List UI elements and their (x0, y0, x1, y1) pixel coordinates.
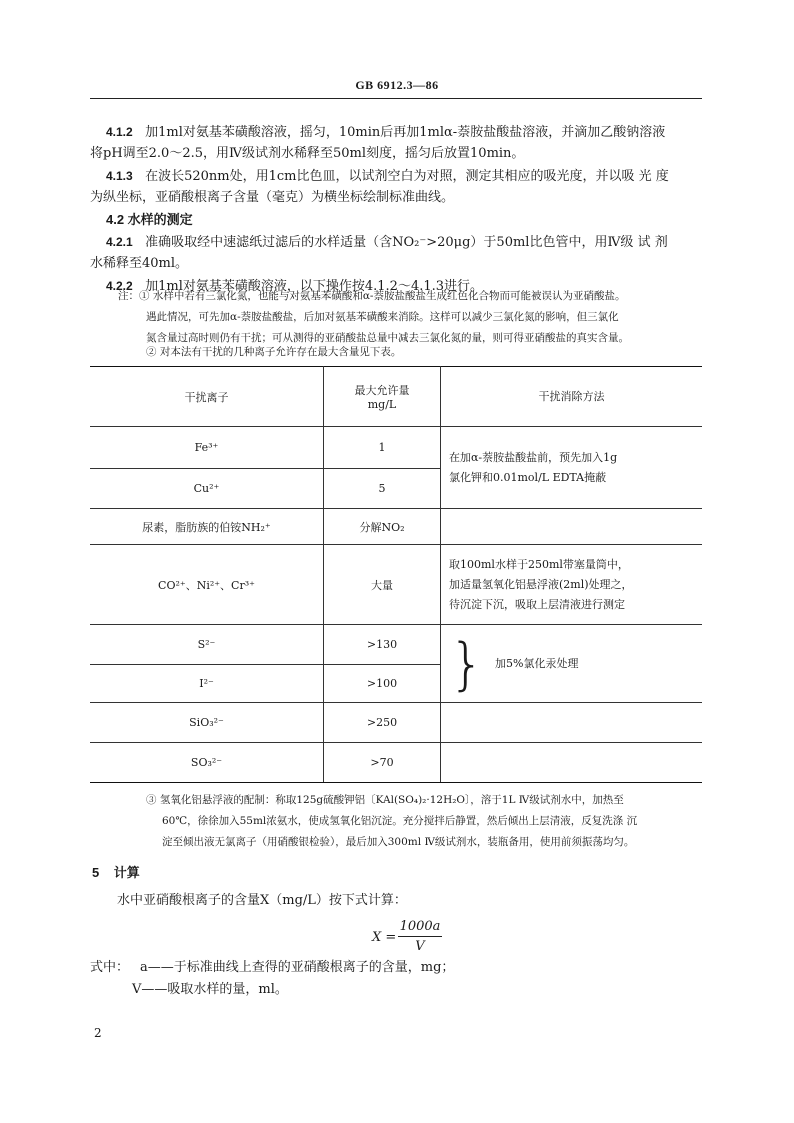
max-cell: >250 (324, 703, 441, 743)
definition-v: V——吸取水样的量，ml。 (132, 982, 288, 997)
note-1-line: 遇此情况，可先加α-萘胺盐酸盐，后加对氨基苯磺酸来消除。这样可以减少三氯化氮的影响，但三氯化 (146, 311, 619, 323)
method-line: 待沉淀下沉，吸取上层清液进行测定 (449, 597, 625, 611)
method-line: 取100ml水样于250ml带塞量筒中， (449, 557, 629, 571)
header-rule (90, 98, 702, 99)
para-text: 为纵坐标，亚硝酸根离子含量（毫克）为横坐标绘制标准曲线。 (90, 190, 455, 205)
para-text: 加1ml对氨基苯磺酸溶液，摇匀，10min后再加1mlα-萘胺盐酸盐溶液，并滴加乙酸钠溶液 (145, 125, 666, 140)
max-cell: 大量 (324, 545, 441, 625)
interference-table (90, 366, 702, 783)
max-cell: 5 (324, 469, 441, 509)
brace-icon: } (449, 632, 485, 697)
table-row (90, 427, 702, 469)
definition-a: a——于标准曲线上查得的亚硝酸根离子的含量，mg； (140, 960, 455, 975)
table-row (90, 545, 702, 625)
ion-cell: I²⁻ (90, 665, 324, 703)
para-text: 在波长520nm处，用1cm比色皿，以试剂空白为对照，测定其相应的吸光度，并以吸 光 度 (145, 169, 669, 184)
note-3-line: ③ 氢氧化铝悬浮液的配制：称取125g硫酸钾铝〔KAl(SO₄)₂·12H₂O〕，溶于1L Ⅳ级试剂水中，加热至 (146, 794, 624, 806)
where-label: 式中： (90, 960, 130, 975)
formula-numerator: 1000a (398, 918, 442, 937)
table-header-row (90, 367, 702, 427)
formula-lhs: X = (372, 930, 397, 945)
section-number: 4.1.2 (106, 125, 133, 139)
note-2: ② 对本法有干扰的几种离子允许存在最大含量见下表。 (146, 346, 402, 358)
method-line: 加5%氯化汞处理 (495, 656, 579, 670)
method-line: 在加α-萘胺盐酸盐前，预先加入1g (449, 450, 618, 464)
table-row (90, 509, 702, 545)
table-row (90, 743, 702, 783)
para-text: 准确吸取经中速滤纸过滤后的水样适量（含NO₂⁻>20μg）于50ml比色管中，用Ⅳ级 试 剂 (145, 235, 668, 250)
method-line: 加适量氢氧化铝悬浮液(2ml)处理之， (449, 577, 633, 591)
section-title-5 (92, 862, 292, 884)
ion-cell: Cu²⁺ (90, 469, 324, 509)
section-number: 4.2.1 (106, 235, 133, 249)
para-4-1-3 (106, 165, 706, 188)
note-3-line: 60℃，徐徐加入55ml浓氨水，使成氢氧化铝沉淀。充分搅拌后静置，然后倾出上层清液，反复洗涤 沉 (162, 815, 638, 827)
page-header: GB 6912.3—86 (355, 78, 439, 92)
max-cell: >100 (324, 665, 441, 703)
para-text: 将pH调至2.0～2.5，用Ⅳ级试剂水稀释至50ml刻度，摇匀后放置10min。 (90, 146, 525, 161)
table-row (90, 703, 702, 743)
method-cell (441, 509, 703, 545)
ion-cell: SiO₃²⁻ (90, 703, 324, 743)
col-header-ion: 干扰离子 (90, 367, 324, 427)
method-cell (441, 545, 703, 625)
method-line: 氯化钾和0.01mol/L EDTA掩蔽 (449, 470, 607, 484)
note-3-line: 淀至倾出液无氯离子（用硝酸银检验），最后加入300ml Ⅳ级试剂水，装瓶备用，使用前须振荡均匀。 (162, 836, 635, 848)
method-cell (441, 703, 703, 743)
page-number: 2 (94, 1026, 102, 1040)
note-1-line: 氮含量过高时则仍有干扰；可从测得的亚硝酸盐总量中减去三氯化氮的量，则可得亚硝酸盐的真实含量。 (146, 332, 629, 344)
ion-cell: 尿素，脂肪族的伯铵NH₂⁺ (90, 509, 324, 545)
table-row (90, 625, 702, 665)
col-header-max-unit: mg/L (367, 398, 397, 411)
method-cell (441, 743, 703, 783)
max-cell: >70 (324, 743, 441, 783)
ion-cell: S²⁻ (90, 625, 324, 665)
formula-denominator: V (415, 939, 425, 954)
para-text: 加1ml对氨基苯磺酸溶液，以下操作按4.1.2～4.1.3进行。 (145, 279, 484, 294)
section-number: 4.2.2 (106, 279, 133, 293)
method-cell (441, 625, 703, 703)
ion-cell: SO₃²⁻ (90, 743, 324, 783)
col-header-method: 干扰消除方法 (441, 367, 703, 427)
max-cell: 分解NO₂ (324, 509, 441, 545)
col-header-max (324, 367, 441, 427)
max-cell: 1 (324, 427, 441, 469)
col-header-max-label: 最大允许量 (354, 384, 410, 397)
section-number: 4.1.3 (106, 169, 133, 183)
note-1-line: 注：① 水样中若有三氯化氮，也能与对氨基苯磺酸和α-萘胺盐酸盐生成红色化合物而可能被误认为亚硝酸盐。 (118, 290, 626, 302)
section-title-4-2: 4.2 水样的测定 (106, 212, 193, 227)
formula (372, 918, 462, 960)
max-cell: >130 (324, 625, 441, 665)
para-text: 水稀释至40ml。 (90, 256, 189, 271)
ion-cell: Fe³⁺ (90, 427, 324, 469)
method-cell (441, 427, 703, 509)
section-title-text: 计算 (113, 865, 140, 880)
section-number: 5 (92, 865, 100, 880)
para-4-1-2 (106, 121, 706, 144)
ion-cell: CO²⁺、Ni²⁺、Cr³⁺ (90, 545, 324, 625)
calc-intro: 水中亚硝酸根离子的含量X（mg/L）按下式计算： (117, 893, 407, 908)
para-4-2-1 (106, 231, 706, 254)
